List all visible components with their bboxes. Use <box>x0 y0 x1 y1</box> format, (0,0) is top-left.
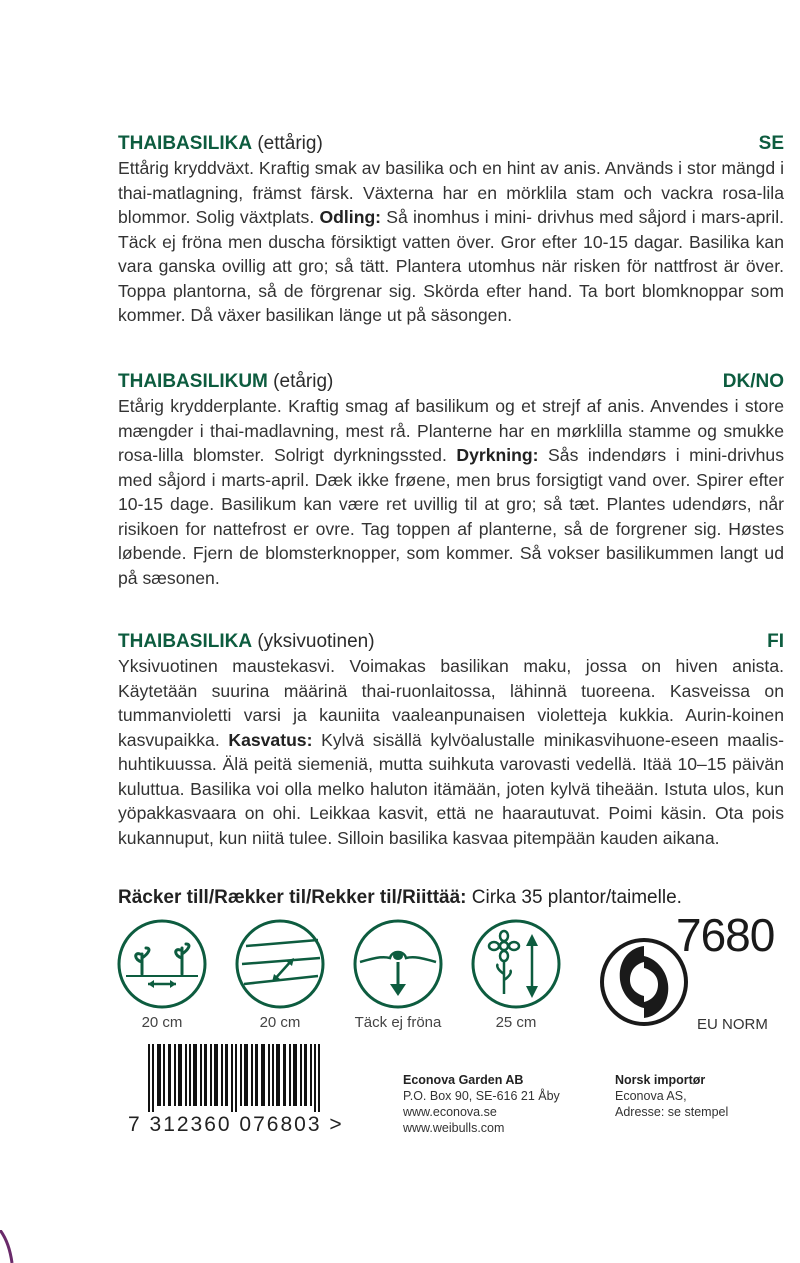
barcode <box>128 1044 358 1112</box>
growing-label: Odling: <box>319 207 382 227</box>
section-dk-no <box>118 370 784 590</box>
plant-subtitle: (yksivuotinen) <box>252 631 375 652</box>
barcode-digits: 7 312360 076803 > <box>128 1113 344 1136</box>
text-part: Kylvä sisällä kylvöalustalle minikasvihuone-eseen maalis-huhtikuussa. Älä peitä siemeniä, mutta suihkuta varovasti vedellä. Itää 10–15 päivän kuluttua. Basilika voi olla melko haluton itämään, joten kylvä tiheään. Istuta ulos, kun yöpakkasvaara on ohi. Leikkaa kasvit, että ne haarautuvat. Poimi käsin. Ota pois kukannuput, kun niitä tulee. Silloin basilika kasvaa pitempään kauden aikana. <box>118 729 785 848</box>
importer-address <box>615 1072 728 1120</box>
sowing-depth-icon <box>352 918 444 1010</box>
row-spacing-icon <box>116 918 208 1010</box>
plant-name: THAIBASILIKA <box>118 631 253 652</box>
importer-title: Norsk importør <box>615 1073 706 1087</box>
text-part: Ettårig kryddväxt. Kraftig smak av basilika och en hint av anis. Används i stor mängd i thai-matlagning, främst färsk. Växterna har en mörklila stam och vackra rosa-lila blommor. Solig växtplats. <box>118 158 784 227</box>
yield-label: Räcker till/Rækker til/Rekker til/Riittää: <box>118 887 467 908</box>
text-part: Sås indendørs i mini-drivhus med såjord i marts-april. Dæk ikke frøene, men brus forsigtigt vand over. Spirer efter 10-15 dage. Basilikum kan være ret uvillig til at gro; så tæt. Plantes udendørs, når risikoen for nattefrost er ovre. Tag toppen af planterne, så de forgrener sig. Høstes løbende. Fjern de blomsterknopper, som kommer. Så vokser basilikummen langt ud på sæsonen. <box>118 445 784 588</box>
text-part: Så inomhus i mini- drivhus med såjord i mars-april. Täck ej fröna men duscha försiktigt vatten över. Gror efter 10-15 dagar. Basilika kan vara ganska ovillig att gro; så tätt. Plantera utomhus när risken för nattfrost är över. Toppa plantorna, så de förgrenar sig. Skörda efter hand. Ta bort blomknoppar som kommer. Då växer basilikan länge ut på säsongen. <box>118 207 784 325</box>
importer-line: Econova AS, <box>615 1089 687 1103</box>
company-name: Econova Garden AB <box>403 1073 524 1087</box>
text-part: Etårig krydderplante. Kraftig smag af basilikum og et strejf af anis. Anvendes i store mængder i thai-madlavning, mest rå. Planterne har en mørklilla stamme og smukke rosa-lilla blomster. Solrigt dyrkningssted. <box>118 396 784 465</box>
language-code: DK/NO <box>722 371 784 392</box>
yield-line <box>118 886 788 910</box>
section-text <box>118 156 784 328</box>
section-heading <box>118 630 784 654</box>
plant-subtitle: (ettårig) <box>252 133 323 154</box>
section-text <box>118 394 784 590</box>
plant-name: THAIBASILIKA <box>118 133 253 154</box>
company-website: www.econova.se <box>403 1105 497 1119</box>
text-part: Yksivuotinen maustekasvi. Voimakas basilikan maku, jossa on hiven anista. Käytetään suurina määrinä thai-ruonlaitossa, lähinnä tuoreena. Kasveissa on tummanvioletti varsi ja kauniita vaaleanpunaisen violetteja kukkia. Aurin-koinen kasvupaikka. <box>118 656 784 750</box>
section-fi <box>118 630 784 850</box>
icon-caption: Täck ej fröna <box>354 1014 442 1031</box>
icon-caption: 25 cm <box>495 1014 537 1031</box>
product-code: 7680 <box>676 909 775 961</box>
eu-norm-label: EU NORM <box>697 1016 768 1033</box>
icon-caption: 20 cm <box>259 1014 301 1031</box>
plant-subtitle: (etårig) <box>267 371 334 392</box>
plant-height-icon <box>470 918 562 1010</box>
section-heading <box>118 132 784 156</box>
growing-label: Dyrkning: <box>456 445 539 465</box>
company-address <box>403 1072 560 1136</box>
green-dot-icon <box>598 936 690 1028</box>
corner-mark <box>0 1230 20 1263</box>
language-code: SE <box>758 133 784 154</box>
plant-spacing-icon <box>234 918 326 1010</box>
language-code: FI <box>767 631 784 652</box>
company-website: www.weibulls.com <box>403 1121 505 1135</box>
yield-value: Cirka 35 plantor/taimelle. <box>466 887 682 908</box>
section-text <box>118 654 784 850</box>
plant-name: THAIBASILIKUM <box>118 371 268 392</box>
growing-label: Kasvatus: <box>228 729 313 750</box>
company-line: P.O. Box 90, SE-616 21 Åby <box>403 1089 560 1103</box>
importer-line: Adresse: se stempel <box>615 1105 729 1119</box>
section-heading <box>118 370 784 394</box>
icon-caption: 20 cm <box>141 1014 183 1031</box>
section-se <box>118 132 784 328</box>
